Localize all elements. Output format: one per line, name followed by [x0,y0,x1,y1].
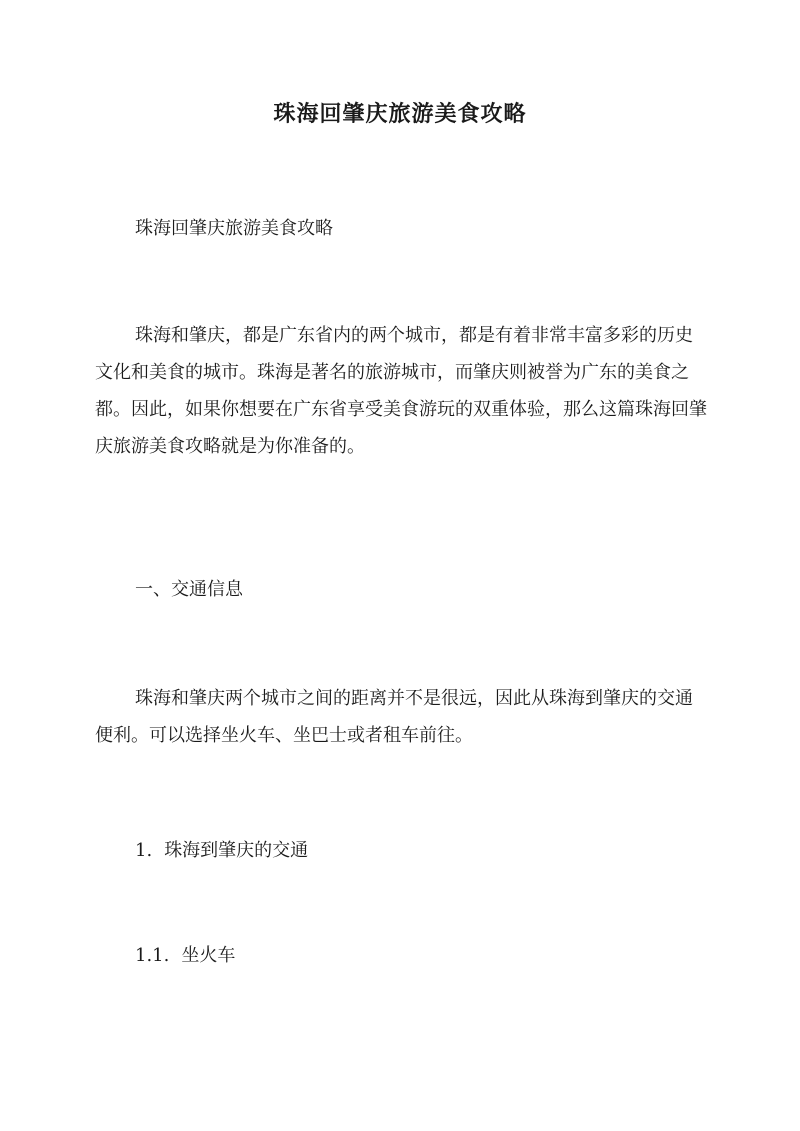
subsubsection-number: 1.1. [135,945,170,966]
traffic-paragraph: 珠海和肇庆两个城市之间的距离并不是很远，因此从珠海到肇庆的交通便利。可以选择坐火车、坐巴士或者租车前往。 [95,688,693,746]
subsubsection-heading-train [95,937,707,974]
subsection-number: 1. [135,840,153,861]
subsubsection-title: 坐火车 [181,945,236,966]
intro-paragraph: 珠海和肇庆，都是广东省内的两个城市，都是有着非常丰富多彩的历史文化和美食的城市。珠海是著名的旅游城市，而肇庆则被誉为广东的美食之都。因此，如果你想要在广东省享受美食游玩的双重体验，那么这篇珠海回肇庆旅游美食攻略就是为你准备的。 [95,325,707,457]
document-subtitle: 珠海回肇庆旅游美食攻略 [135,218,333,239]
section-heading-traffic: 一、交通信息 [135,579,243,600]
subsection-title: 珠海到肇庆的交通 [164,840,309,861]
document-title: 珠海回肇庆旅游美食攻略 [273,101,527,127]
subsection-heading-zhuhai-to-zhaoqing [95,832,707,869]
